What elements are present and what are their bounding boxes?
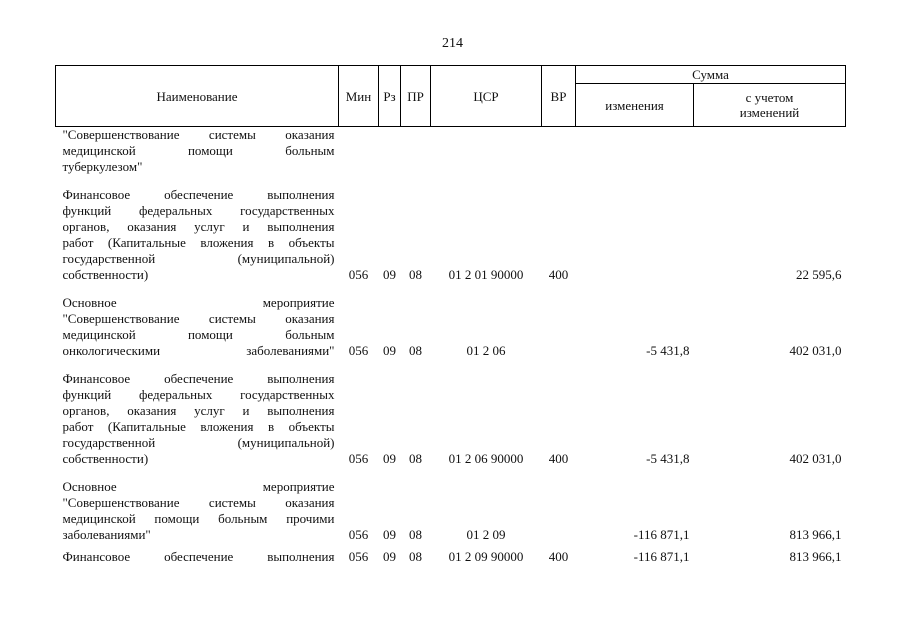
row-name (56, 127, 339, 176)
row-name (56, 187, 339, 283)
row-name-line: собственности) (62, 267, 149, 282)
row-csr (431, 127, 542, 176)
table-row (56, 127, 846, 176)
row-rz: 09 (383, 549, 396, 564)
row-name-line: "Совершенствование системы оказания (62, 127, 335, 142)
row-name-line: медицинской помощи больным прочими (62, 511, 335, 526)
row-name-line: медицинской помощи больным (62, 143, 335, 158)
row-change (576, 127, 694, 176)
row-name-line: Финансовое обеспечение выполнения (62, 549, 335, 564)
row-name-line: собственности) (62, 451, 149, 466)
row-name (56, 479, 339, 543)
row-with-change (694, 127, 846, 176)
budget-table (55, 65, 846, 565)
table-row (56, 549, 846, 565)
row-min: 056 (348, 343, 369, 358)
row-name-line: "Совершенствование системы оказания (62, 311, 335, 326)
row-name-line: Основное мероприятие (62, 479, 335, 494)
row-pr: 08 (409, 451, 422, 466)
row-name (56, 371, 339, 467)
table-row (56, 295, 846, 359)
row-csr: 01 2 01 90000 (448, 267, 524, 282)
row-rz: 09 (383, 267, 396, 282)
row-pr (401, 127, 431, 176)
row-with-change: 22 595,6 (796, 267, 842, 282)
row-with-change: 813 966,1 (789, 527, 842, 542)
row-name-line: органов, оказания услуг и выполнения (62, 403, 335, 418)
header-min: Мин (339, 66, 379, 127)
row-min: 056 (348, 451, 369, 466)
row-name-line: Финансовое обеспечение выполнения (62, 371, 335, 386)
header-vr: ВР (542, 66, 576, 127)
page-number: 214 (442, 36, 463, 51)
row-name-line: работ (Капитальные вложения в объекты (62, 235, 335, 250)
row-vr: 400 (548, 267, 569, 282)
row-csr: 01 2 06 90000 (448, 451, 524, 466)
row-pr: 08 (409, 267, 422, 282)
row-vr (542, 127, 576, 176)
header-summa: Сумма (576, 66, 846, 84)
table-row (56, 371, 846, 467)
row-name-line: туберкулезом" (62, 159, 143, 174)
row-name-line: функций федеральных государственных (62, 387, 335, 402)
row-vr (542, 479, 576, 543)
header-name: Наименование (56, 66, 339, 127)
row-name-line: работ (Капитальные вложения в объекты (62, 419, 335, 434)
header-change: изменения (576, 84, 694, 127)
row-change: -5 431,8 (646, 343, 690, 358)
header-rz: Рз (379, 66, 401, 127)
row-name-line: государственной (муниципальной) (62, 435, 335, 450)
row-name-line: органов, оказания услуг и выполнения (62, 219, 335, 234)
row-csr: 01 2 09 90000 (448, 549, 524, 564)
row-csr: 01 2 09 (466, 527, 506, 542)
header-with-change (694, 84, 846, 127)
row-rz: 09 (383, 527, 396, 542)
row-rz (379, 127, 401, 176)
row-name (56, 295, 339, 359)
row-vr: 400 (548, 549, 569, 564)
row-pr: 08 (409, 527, 422, 542)
header-with-change-line2: изменений (739, 105, 800, 120)
row-change: -116 871,1 (633, 549, 690, 564)
row-change (576, 187, 694, 283)
row-with-change: 813 966,1 (789, 549, 842, 564)
header-pr: ПР (401, 66, 431, 127)
row-pr: 08 (409, 549, 422, 564)
row-min: 056 (348, 527, 369, 542)
row-csr: 01 2 06 (466, 343, 506, 358)
row-name-line: заболеваниями" (62, 527, 151, 542)
row-name-line: Финансовое обеспечение выполнения (62, 187, 335, 202)
header-csr: ЦСР (431, 66, 542, 127)
row-name-line: государственной (муниципальной) (62, 251, 335, 266)
row-name (56, 549, 339, 565)
row-with-change: 402 031,0 (789, 451, 842, 466)
row-min (339, 127, 379, 176)
row-rz: 09 (383, 451, 396, 466)
row-name-line: медицинской помощи больным (62, 327, 335, 342)
row-change: -116 871,1 (633, 527, 690, 542)
row-vr: 400 (548, 451, 569, 466)
row-min: 056 (348, 267, 369, 282)
table-row (56, 187, 846, 283)
row-name-line: функций федеральных государственных (62, 203, 335, 218)
row-name-line: Основное мероприятие (62, 295, 335, 310)
table-row (56, 479, 846, 543)
table-body (56, 127, 846, 566)
header-with-change-line1: с учетом (745, 90, 794, 105)
row-min: 056 (348, 549, 369, 564)
row-name-line: "Совершенствование системы оказания (62, 495, 335, 510)
row-vr (542, 295, 576, 359)
row-name-line: онкологическими заболеваниями" (62, 343, 335, 358)
row-rz: 09 (383, 343, 396, 358)
row-change: -5 431,8 (646, 451, 690, 466)
row-pr: 08 (409, 343, 422, 358)
row-with-change: 402 031,0 (789, 343, 842, 358)
